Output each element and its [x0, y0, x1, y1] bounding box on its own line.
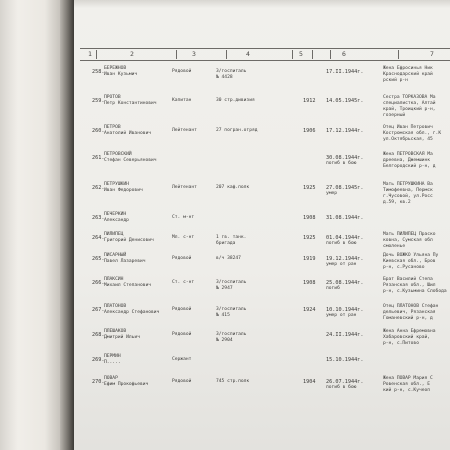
row-rank: Ст. м-нт [172, 215, 195, 220]
row-date: 14.05.1945г. [326, 98, 364, 104]
row-relatives: Отец Иван Петрович Костромская обл., г.К ул.Октябрьская, 45 [383, 125, 442, 142]
row-rank: Сержант [172, 357, 192, 362]
row-name: ПЕТРУШКИН Иван Федорович [104, 182, 143, 193]
row-unit: 745 стр.полк [216, 379, 250, 384]
header-separator [312, 50, 313, 59]
row-unit: З/госпиталь № 2947 [216, 280, 247, 291]
row-rank: Ст. с-нт [172, 280, 195, 285]
row-num: 262. [92, 185, 105, 191]
row-num: 261. [92, 155, 105, 161]
row-fate: погиб [326, 286, 340, 291]
row-relatives: Брат Василий Степа Рязанская обл., Шил р-н, с.Кузьмина Слобода [383, 277, 447, 294]
row-name: ПЛАТОНОВ Александр Стефанович [104, 304, 160, 315]
row-date: 30.08.1944г. [326, 155, 364, 161]
row-date: 26.07.1944г. [326, 379, 364, 385]
row-num: 269. [92, 357, 105, 363]
row-date: 17.II.1944г. [326, 69, 364, 75]
row-name: БЕРЕЖНОВ Иван Кузьмич [104, 66, 138, 77]
row-name: ПРОТОВ Петр Константинович [104, 95, 157, 106]
row-date: 24.II.1944г. [326, 332, 364, 338]
row-name: ПЕТРОВСКИЙ Стефан Северьянович [104, 152, 157, 163]
column-number: 3 [192, 50, 196, 58]
book-gutter [60, 0, 74, 450]
row-num: 258. [92, 69, 105, 75]
row-date: 17.12.1944г. [326, 128, 364, 134]
page-top-edge [74, 0, 450, 8]
row-year: 1908 [303, 280, 316, 286]
row-name: ПЕТРОВ Анатолий Иванович [104, 125, 152, 136]
row-rank: Рядовой [172, 379, 192, 384]
row-relatives: Жена ПОВАР Мария С Ровенская обл., Е кий р-н, с.Кучеоп [383, 376, 433, 393]
row-num: 266. [92, 280, 105, 286]
row-fate: умер от ран [326, 262, 357, 267]
column-number: 1 [88, 50, 92, 58]
header-separator [226, 50, 227, 59]
row-relatives: Мать ПЕТРУШКИНА Ва Тимофеевна, Пермск г.Чусовой, ул.Росс д.59, кв.2 [383, 182, 433, 205]
row-unit: в/ч 38247 [216, 256, 241, 261]
row-unit: 27 погран.отряд [216, 128, 258, 133]
row-num: 259. [92, 98, 105, 104]
row-fate: умер от ран [326, 313, 357, 318]
row-rank: Мл. с-нт [172, 235, 195, 240]
row-num: 260. [92, 128, 105, 134]
row-date: 25.08.1944г. [326, 280, 364, 286]
row-fate: умер [326, 191, 338, 196]
row-rank: Рядовой [172, 307, 192, 312]
row-relatives: Мать ПИЛИПЕЦ Праско ковна, Сумская обл смоленье [383, 232, 436, 249]
row-relatives: Дочь ВОЖКО Ульяна Пу Киевская обл., Бров р-н, с.Русаново [383, 253, 439, 270]
row-date: 31.08.1944г. [326, 215, 364, 221]
row-unit: З/госпиталь № 2904 [216, 332, 247, 343]
row-year: 1904 [303, 379, 316, 385]
row-num: 264. [92, 235, 105, 241]
row-year: 1919 [303, 256, 316, 262]
row-rank: Лейтенант [172, 185, 197, 190]
row-year: 1906 [303, 128, 316, 134]
row-relatives: Жена ПЕТРОВСКАЯ Ма дреевна, Джемшинк Белгородский р-н, д [383, 152, 436, 169]
row-unit: З/госпиталь № 4428 [216, 69, 247, 80]
row-unit: 207 каф.полк [216, 185, 250, 190]
row-rank: Рядовой [172, 332, 192, 337]
header-separator [292, 50, 293, 59]
row-num: 270. [92, 379, 105, 385]
header-separator [330, 50, 331, 59]
row-num: 265. [92, 256, 105, 262]
row-year: 1925 [303, 235, 316, 241]
header-separator [398, 50, 399, 59]
row-num: 263. [92, 215, 105, 221]
row-name: ПИСАРНЫЙ Павел Лазаревич [104, 253, 146, 264]
row-date: 15.10.1944г. [326, 357, 364, 363]
row-rank: Капитан [172, 98, 192, 103]
row-unit: З/госпиталь № 415 [216, 307, 247, 318]
row-date: 10.10.1944г. [326, 307, 364, 313]
row-unit: 1 гв. танк. бригада [216, 235, 247, 246]
column-number: 6 [342, 50, 346, 58]
row-rank: Лейтенант [172, 128, 197, 133]
row-num: 268. [92, 332, 105, 338]
column-number: 4 [246, 50, 250, 58]
row-rank: Рядовой [172, 69, 192, 74]
header-separator [96, 50, 97, 59]
row-name: ПЕРМИН П..... [104, 354, 121, 365]
row-num: 267. [92, 307, 105, 313]
row-name: ПЕЧЕРКИН Александр [104, 212, 129, 223]
header-separator [176, 50, 177, 59]
row-fate: погиб в бою [326, 241, 357, 246]
row-relatives: Жена Анна Ефремовна Хабаровский край, р-н, с.Питово [383, 329, 436, 346]
column-number: 2 [130, 50, 134, 58]
header-rule-top [80, 48, 450, 49]
row-relatives: Жена Ефросинья Ник Краснодарский край рский р-н [383, 66, 433, 83]
row-rank: Рядовой [172, 256, 192, 261]
row-year: 1924 [303, 307, 316, 313]
column-number: 7 [430, 50, 434, 58]
header-rule-bottom [80, 60, 450, 61]
page-shadow [0, 0, 18, 450]
column-number: 5 [299, 50, 303, 58]
row-relatives: Отец ПЛАТОНОВ Стефан дельевич, Рязанская Гоманевский р-н, д [383, 304, 439, 321]
row-year: 1912 [303, 98, 316, 104]
row-relatives: Сестра ТОРКАЗОВА Ма специалистка, Алтай край, Троицкий р-н, гозерный [383, 95, 436, 118]
row-name: ПОВАР Ефим Прокофьевич [104, 376, 149, 387]
row-name: ПЛЕШАКОВ Дмитрий Ильич [104, 329, 140, 340]
row-date: 01.04.1944г. [326, 235, 364, 241]
row-name: ПЛАКСИН Михаил Степанович [104, 277, 152, 288]
row-date: 27.08.1945г. [326, 185, 364, 191]
row-name: ПИЛИПЕЦ Григорий Денисович [104, 232, 154, 243]
row-unit: 30 стр.дивизия [216, 98, 255, 103]
row-year: 1925 [303, 185, 316, 191]
row-fate: погиб в бою [326, 385, 357, 390]
row-year: 1908 [303, 215, 316, 221]
row-date: 19.12.1944г. [326, 256, 364, 262]
row-fate: погиб в бою [326, 161, 357, 166]
